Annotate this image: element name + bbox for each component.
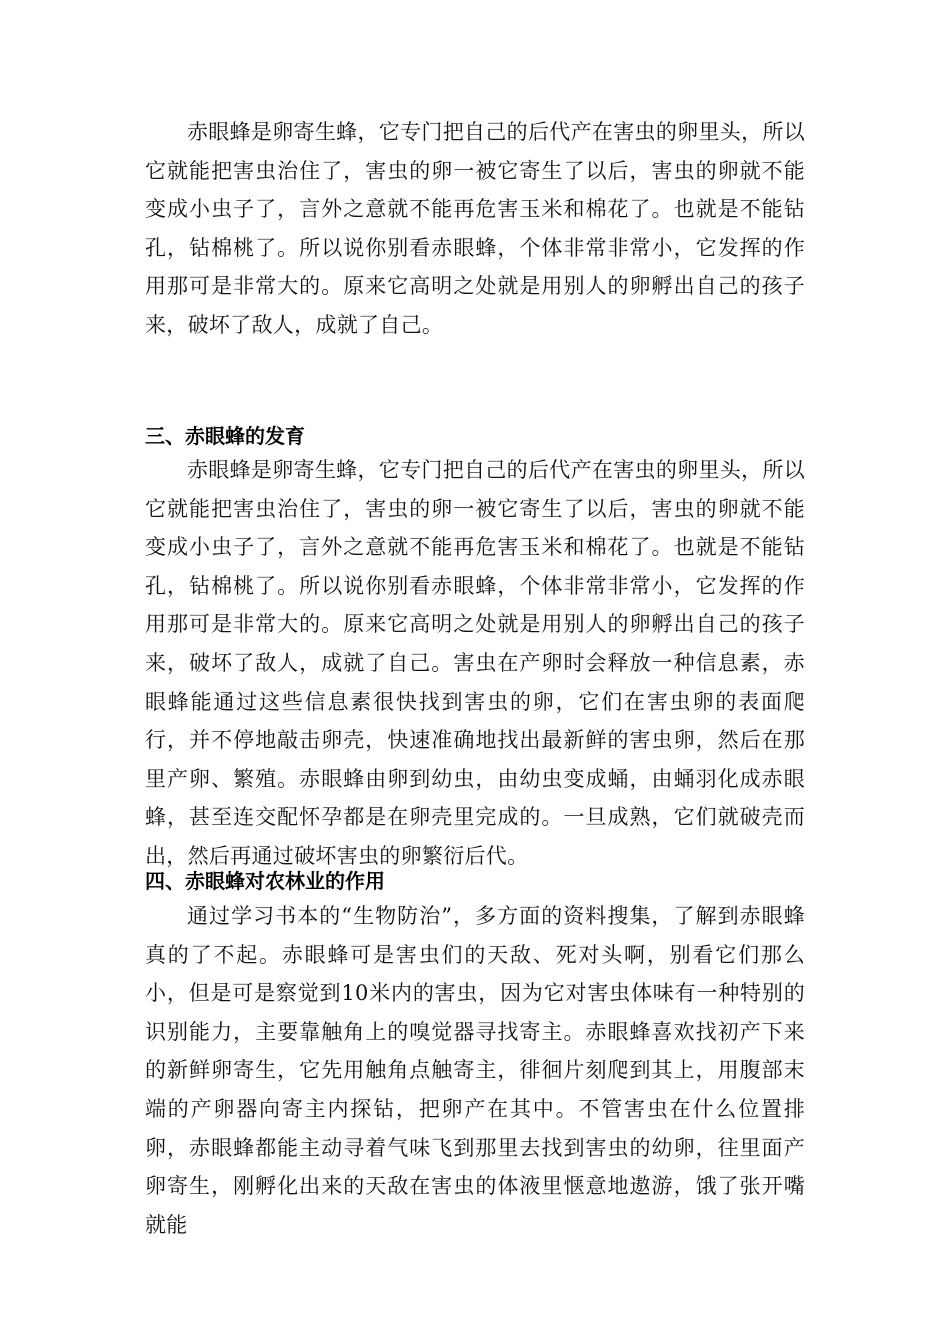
intro-paragraph: 赤眼蜂是卵寄生蜂，它专门把自己的后代产在害虫的卵里头，所以它就能把害虫治住了，害虫的卵一被它寄生了以后，害虫的卵就不能变成小虫子了，言外之意就不能再危害玉米和棉花了。也就是不能钻孔，钻棉桃了。所以说你别看赤眼蜂，个体非常非常小，它发挥的作用那可是非常大的。原来它高明之处就是用别人的卵孵出自己的孩子来，破坏了敌人，成就了自己。 [145,120,805,337]
section-3-heading: 三、赤眼蜂的发育 [145,424,305,448]
section-3-paragraph: 赤眼蜂是卵寄生蜂，它专门把自己的后代产在害虫的卵里头，所以它就能把害虫治住了，害虫的卵一被它寄生了以后，害虫的卵就不能变成小虫子了，言外之意就不能再危害玉米和棉花了。也就是不能钻孔，钻棉桃了。所以说你别看赤眼蜂，个体非常非常小，它发挥的作用那可是非常大的。原来它高明之处就是用别人的卵孵出自己的孩子来，破坏了敌人，成就了自己。害虫在产卵时会释放一种信息素，赤眼蜂能通过这些信息素很快找到害虫的卵，它们在害虫卵的表面爬行，并不停地敲击卵壳，快速准确地找出最新鲜的害虫卵，然后在那里产卵、繁殖。赤眼蜂由卵到幼虫，由幼虫变成蛹，由蛹羽化成赤眼蜂，甚至连交配怀孕都是在卵壳里完成的。一旦成熟，它们就破壳而出，然后再通过破坏害虫的卵繁衍后代。 [145,458,805,868]
section-4-heading: 四、赤眼蜂对农林业的作用 [145,869,385,893]
section-4-paragraph: 通过学习书本的“生物防治”，多方面的资料搜集，了解到赤眼蜂真的了不起。赤眼蜂可是害虫们的天敌、死对头啊，别看它们那么小，但是可是察觉到10米内的害虫，因为它对害虫体味有一种特别的识别能力，主要靠触角上的嗅觉器寻找寄主。赤眼蜂喜欢找初产下来的新鲜卵寄生，它先用触角点触寄主，徘徊片刻爬到其上，用腹部末端的产卵器向寄主内探钻，把卵产在其中。不管害虫在什么位置排卵，赤眼蜂都能主动寻着气味飞到那里去找到害虫的幼卵，往里面产卵寄生，刚孵化出来的天敌在害虫的体液里惬意地遨游，饿了张开嘴就能 [145,904,805,1237]
